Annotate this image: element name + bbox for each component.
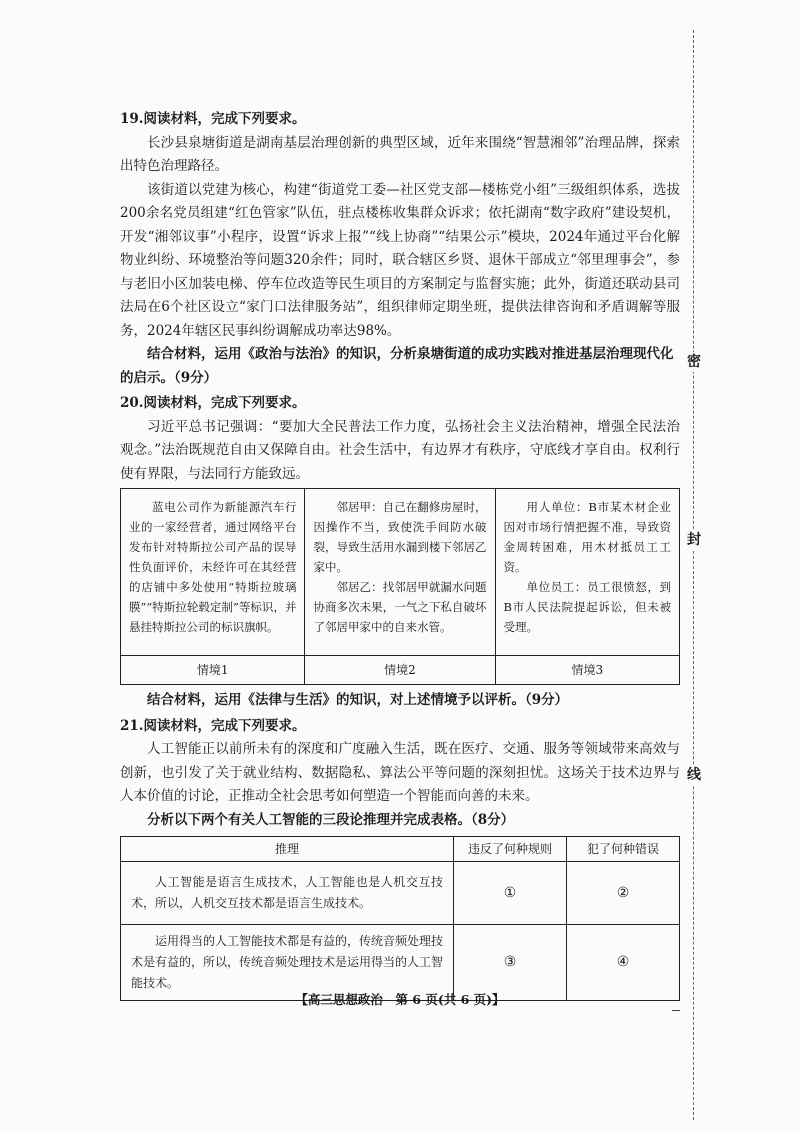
- binding-line: [693, 30, 695, 1120]
- q19-task: 结合材料，运用《政治与法治》的知识，分析泉塘街道的成功实践对推进基层治理现代化的启示。（9分）: [120, 346, 674, 386]
- q21-paragraph: 人工智能正以前所未有的深度和广度融入生活，既在医疗、交通、服务等领域带来高效与创新，也引发了关于就业结构、数据隐私、算法公平等问题的深刻担忧。这场关于技术边界与人本价值的讨论，正推动全社会思考如何塑造一个智能而向善的未来。: [120, 741, 680, 804]
- situation-2-text: 邻居甲：自己在翻修房屋时，因操作不当，致使洗手间防水破裂，导致生活用水漏到楼下邻居乙家中。 邻居乙：找邻居甲就漏水问题协商多次未果，一气之下私自破坏了邻居甲家中的自来水管。: [305, 489, 495, 656]
- q19-title: 19.阅读材料，完成下列要求。: [120, 111, 306, 127]
- question-21: [120, 715, 680, 1002]
- header-rule: 违反了何种规则: [454, 837, 567, 862]
- table-row: [121, 862, 680, 925]
- content: [120, 108, 680, 1001]
- header-error: 犯了何种错误: [567, 837, 680, 862]
- situation-1-text: 蓝电公司作为新能源汽车行业的一家经营者，通过网络平台发布针对特斯拉公司产品的误导性负面评价，未经许可在其经营的店铺中多处使用“特斯拉玻璃膜”“特斯拉轮毂定制”等标识，并悬挂特斯拉公司的标识旗帜。: [121, 489, 305, 656]
- corner-dash: [672, 1010, 680, 1011]
- question-20: [120, 392, 680, 713]
- reasoning-table: [120, 836, 680, 1001]
- seal-mark-xian: 线: [684, 765, 704, 785]
- answer-blank-3: ③: [454, 925, 567, 1001]
- q20-task: 结合材料，运用《法律与生活》的知识，对上述情境予以评析。（9分）: [147, 692, 569, 708]
- answer-blank-2: ②: [567, 862, 680, 925]
- q21-task: 分析以下两个有关人工智能的三段论推理并完成表格。（8分）: [147, 811, 515, 828]
- situation-table: [120, 488, 680, 685]
- q19-paragraph-2: 该街道以党建为核心，构建“街道党工委—社区党支部—楼栋党小组”三级组织体系，选拔200余名党员组建“红色管家”队伍，驻点楼栋收集群众诉求；依托湖南“数字政府”建设契机，开发“湘邻议事”小程序，设置“诉求上报”“线上协商”“结果公示”模块，2024年通过平台化解物业纠纷、环境整治等问题320余件；同时，联合辖区乡贤、退休干部成立“邻里理事会”，参与老旧小区加装电梯、停车位改造等民生项目的方案制定与监督实施；此外，街道还联动县司法局在6个社区设立“家门口法律服务站”，组织律师定期坐班，提供法律咨询和矛盾调解等服务，2024年辖区民事纠纷调解成功率达98%。: [120, 181, 680, 339]
- page-footer: 【高三思想政治 第 6 页(共 6 页)】: [295, 992, 505, 1007]
- answer-blank-1: ①: [454, 862, 567, 925]
- seal-mark-feng: 封: [684, 530, 704, 550]
- question-19: [120, 108, 680, 390]
- q19-paragraph-1: 长沙县泉塘街道是湖南基层治理创新的典型区域，近年来围绕“智慧湘邻”治理品牌，探索出特色治理路径。: [120, 134, 680, 174]
- q21-title: 21.阅读材料，完成下列要求。: [120, 717, 306, 734]
- situation-1-label: 情境1: [121, 656, 305, 685]
- situation-3-text: 用人单位：B市某木材企业因对市场行情把握不准，导致资金周转困难，用木材抵员工工资。 单位员工：员工很愤怒，到B市人民法院提起诉讼，但未被受理。: [495, 489, 679, 656]
- q20-title: 20.阅读材料，完成下列要求。: [120, 395, 306, 411]
- seal-mark-mi: 密: [684, 352, 704, 372]
- answer-blank-4: ④: [567, 925, 680, 1001]
- header-inference: 推理: [121, 837, 454, 862]
- q20-paragraph: 习近平总书记强调：“要加大全民普法工作力度，弘扬社会主义法治精神，增强全民法治观念。”法治既规范自由又保障自由。社会生活中，有边界才有秩序，守底线才享自由。权利行使有界限，与法同行方能致远。: [120, 418, 680, 482]
- situation-3-label: 情境3: [495, 656, 679, 685]
- inference-cell: 运用得当的人工智能技术都是有益的，传统音频处理技术是有益的，所以，传统音频处理技术是运用得当的人工智能技术。: [121, 925, 454, 1001]
- inference-cell: 人工智能是语言生成技术，人工智能也是人机交互技术，所以，人机交互技术都是语言生成技术。: [121, 862, 454, 925]
- situation-2-label: 情境2: [305, 656, 495, 685]
